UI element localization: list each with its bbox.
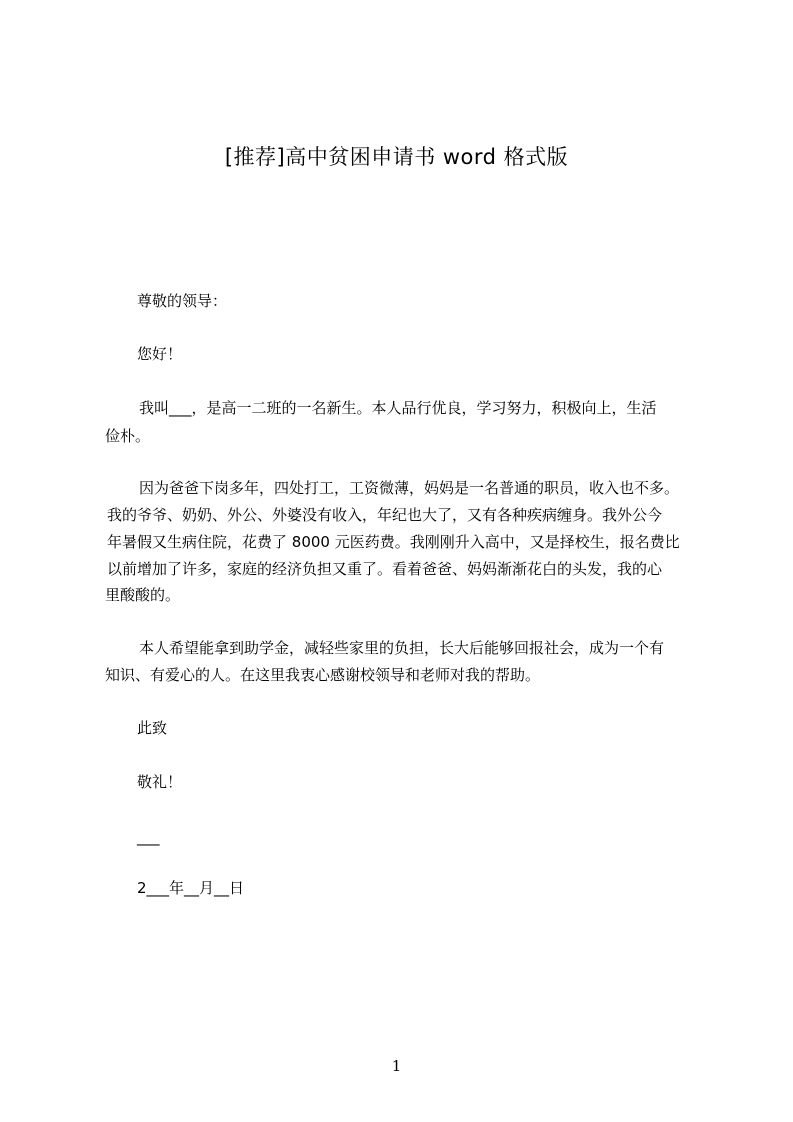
signature-blank: ___ — [137, 828, 160, 846]
page-number: 1 — [391, 1057, 402, 1075]
salutation: 尊敬的领导： — [137, 292, 228, 310]
date-line: 2___年__月__日 — [137, 879, 245, 897]
closing-line2: 敬礼！ — [137, 773, 183, 791]
paragraph2-line5: 里酸酸的。 — [105, 586, 181, 604]
paragraph2-line2: 我的爷爷、奶奶、外公、外婆没有收入，年纪也大了，又有各种疾病缠身。我外公今 — [107, 506, 663, 524]
paragraph1-line1: 我叫___，是高一二班的一名新生。本人品行优良，学习努力，积极向上，生活 — [139, 399, 657, 417]
paragraph2-line4: 以前增加了许多，家庭的经济负担又重了。看着爸爸、妈妈渐渐花白的头发，我的心 — [107, 560, 663, 578]
paragraph3-line2: 知识、有爱心的人。在这里我衷心感谢校领导和老师对我的帮助。 — [105, 666, 541, 684]
greeting: 您好！ — [137, 345, 183, 363]
paragraph1-line2: 俭朴。 — [105, 427, 151, 445]
paragraph3-line1: 本人希望能拿到助学金，减轻些家里的负担，长大后能够回报社会，成为一个有 — [139, 639, 665, 657]
paragraph2-line3: 年暑假又生病住院，花费了 8000 元医药费。我刚刚升入高中，又是择校生，报名费比 — [107, 533, 680, 551]
closing-line1: 此致 — [137, 719, 168, 737]
document-title: [推荐]高中贫困申请书 word 格式版 — [224, 145, 569, 169]
paragraph2-line1: 因为爸爸下岗多年，四处打工，工资微薄，妈妈是一名普通的职员，收入也不多。 — [139, 479, 680, 497]
